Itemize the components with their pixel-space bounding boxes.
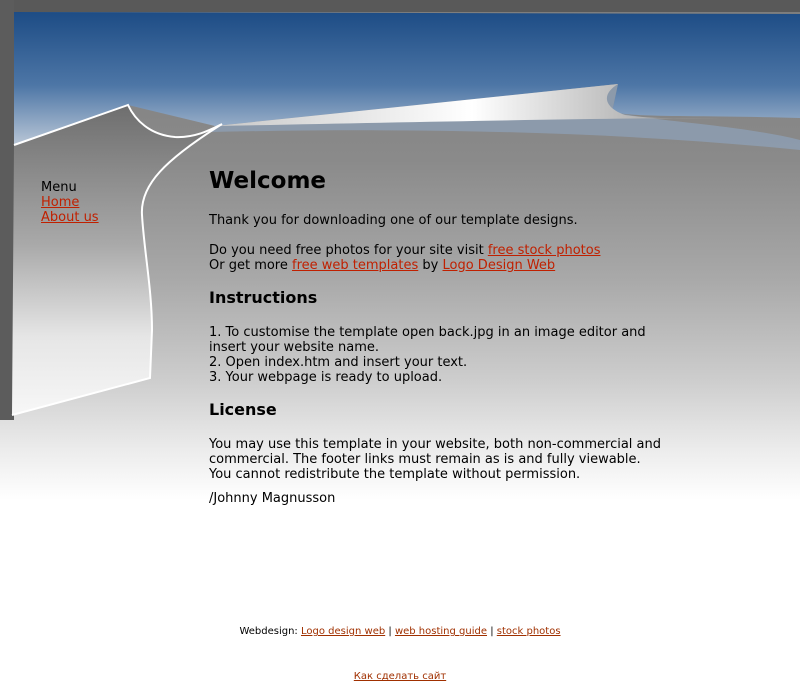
more-text: Or get more: [209, 258, 288, 273]
footer-link-logo-design-web[interactable]: Logo design web: [301, 626, 386, 637]
main-content: [209, 167, 679, 521]
free-stock-photos-link[interactable]: free stock photos: [487, 243, 601, 258]
footer-link-web-hosting-guide[interactable]: web hosting guide: [394, 626, 488, 637]
instructions-list: [209, 325, 679, 385]
page-title: Welcome: [209, 168, 327, 194]
footer-link-stock-photos[interactable]: stock photos: [496, 626, 561, 637]
intro-text: Thank you for downloading one of our template designs.: [209, 213, 578, 228]
photos-text: Do you need free photos for your site visit: [209, 243, 484, 258]
menu-title: Menu: [41, 180, 77, 195]
side-menu: [41, 180, 99, 225]
photos-paragraph: [209, 243, 679, 273]
bottom-link-container: [0, 670, 800, 683]
footer-separator: |: [490, 626, 494, 637]
license-text: [209, 437, 679, 482]
instruction-step: 3. Your webpage is ready to upload.: [209, 370, 443, 385]
menu-item-home[interactable]: Home: [41, 195, 80, 210]
menu-item-about-us[interactable]: About us: [41, 210, 99, 225]
free-web-templates-link[interactable]: free web templates: [292, 258, 419, 273]
by-text: by: [422, 258, 439, 273]
instructions-heading: Instructions: [209, 288, 318, 307]
instruction-step: 1. To customise the template open back.jpg in an image editor and insert your website name.: [209, 325, 646, 355]
footer: [0, 625, 800, 638]
logo-design-web-link[interactable]: Logo Design Web: [442, 258, 556, 273]
footer-separator: |: [388, 626, 392, 637]
signature: /Johnny Magnusson: [209, 491, 336, 506]
license-line: You cannot redistribute the template without permission.: [209, 467, 581, 482]
footer-prefix: Webdesign:: [239, 626, 298, 637]
instruction-step: 2. Open index.htm and insert your text.: [209, 355, 468, 370]
license-heading: License: [209, 400, 277, 419]
how-to-make-site-link[interactable]: Как сделать сайт: [353, 671, 447, 682]
license-line: You may use this template in your website, both non-commercial and commercial. The footer links must remain as is and fully viewable.: [209, 437, 661, 467]
